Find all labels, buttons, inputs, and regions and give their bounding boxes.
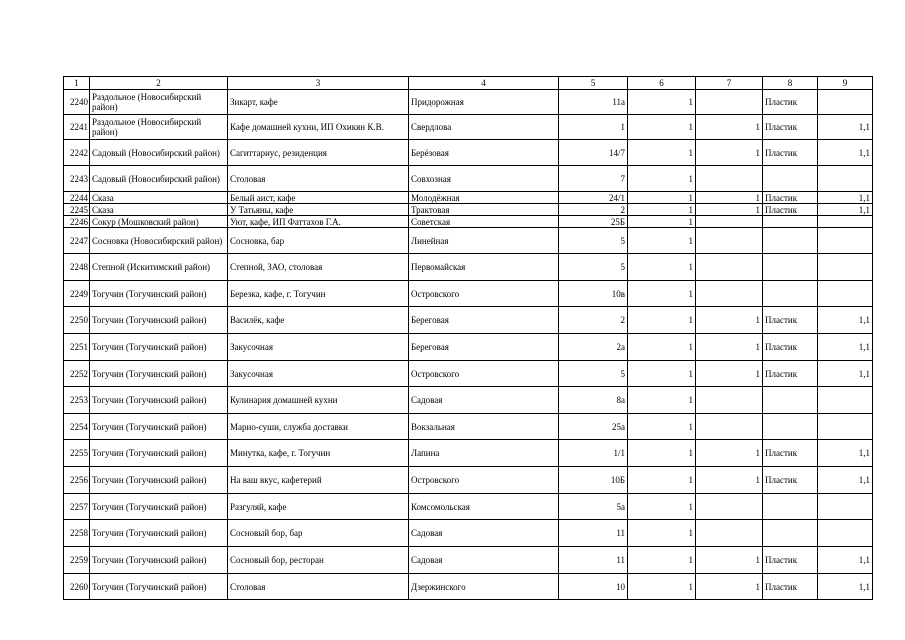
row-number-cell: 2243 bbox=[64, 166, 90, 192]
col9-cell bbox=[818, 228, 873, 254]
col6-cell: 1 bbox=[628, 307, 696, 334]
house-number-cell: 10Б bbox=[559, 467, 628, 494]
street-cell: Дзержинского bbox=[409, 574, 559, 600]
col7-cell: 1 bbox=[696, 574, 763, 600]
col6-cell: 1 bbox=[628, 192, 696, 204]
col6-cell: 1 bbox=[628, 281, 696, 307]
col7-cell: 1 bbox=[696, 192, 763, 204]
col7-cell: 1 bbox=[696, 115, 763, 140]
locality-cell: Садовый (Новосибирский район) bbox=[90, 166, 228, 192]
locality-cell: Тогучин (Тогучинский район) bbox=[90, 334, 228, 361]
col6-cell: 1 bbox=[628, 216, 696, 228]
col9-cell: 1,1 bbox=[818, 204, 873, 216]
material-cell: Пластик bbox=[763, 115, 818, 140]
row-number-cell: 2250 bbox=[64, 307, 90, 334]
col6-cell: 1 bbox=[628, 140, 696, 166]
house-number-cell: 10 bbox=[559, 574, 628, 600]
col9-cell bbox=[818, 281, 873, 307]
col6-cell: 1 bbox=[628, 228, 696, 254]
row-number-cell: 2258 bbox=[64, 520, 90, 547]
locality-cell: Сосновка (Новосибирский район) bbox=[90, 228, 228, 254]
col6-cell: 1 bbox=[628, 361, 696, 387]
house-number-cell: 1/1 bbox=[559, 440, 628, 467]
column-header: 2 bbox=[90, 77, 228, 90]
row-number-cell: 2247 bbox=[64, 228, 90, 254]
material-cell: Пластик bbox=[763, 192, 818, 204]
street-cell: Советская bbox=[409, 216, 559, 228]
table-row bbox=[64, 140, 873, 166]
col9-cell bbox=[818, 494, 873, 520]
street-cell: Островского bbox=[409, 467, 559, 494]
establishment-name-cell: Сосновый бор, ресторан bbox=[228, 547, 409, 574]
col9-cell bbox=[818, 520, 873, 547]
col9-cell: 1,1 bbox=[818, 574, 873, 600]
col9-cell bbox=[818, 254, 873, 281]
col9-cell bbox=[818, 387, 873, 414]
street-cell: Молодёжная bbox=[409, 192, 559, 204]
establishment-name-cell: Кулинария домашней кухни bbox=[228, 387, 409, 414]
establishment-name-cell: Столовая bbox=[228, 166, 409, 192]
col6-cell: 1 bbox=[628, 166, 696, 192]
row-number-cell: 2259 bbox=[64, 547, 90, 574]
col6-cell: 1 bbox=[628, 414, 696, 440]
locality-cell: Степной (Искитимский район) bbox=[90, 254, 228, 281]
col6-cell: 1 bbox=[628, 520, 696, 547]
locality-cell: Тогучин (Тогучинский район) bbox=[90, 467, 228, 494]
table-row bbox=[64, 334, 873, 361]
locality-cell: Сокур (Мошковский район) bbox=[90, 216, 228, 228]
establishment-name-cell: Сосновый бор, бар bbox=[228, 520, 409, 547]
house-number-cell: 5 bbox=[559, 361, 628, 387]
col7-cell bbox=[696, 520, 763, 547]
locality-cell: Тогучин (Тогучинский район) bbox=[90, 361, 228, 387]
material-cell: Пластик bbox=[763, 440, 818, 467]
material-cell: Пластик bbox=[763, 574, 818, 600]
street-cell: Садовая bbox=[409, 387, 559, 414]
table-row bbox=[64, 216, 873, 228]
material-cell bbox=[763, 414, 818, 440]
row-number-cell: 2246 bbox=[64, 216, 90, 228]
street-cell: Лапина bbox=[409, 440, 559, 467]
locality-cell: Тогучин (Тогучинский район) bbox=[90, 574, 228, 600]
row-number-cell: 2241 bbox=[64, 115, 90, 140]
material-cell bbox=[763, 216, 818, 228]
locality-cell: Садовый (Новосибирский район) bbox=[90, 140, 228, 166]
street-cell: Трактовая bbox=[409, 204, 559, 216]
establishment-name-cell: Столовая bbox=[228, 574, 409, 600]
street-cell: Придорожная bbox=[409, 90, 559, 115]
row-number-cell: 2248 bbox=[64, 254, 90, 281]
column-header: 9 bbox=[818, 77, 873, 90]
col9-cell: 1,1 bbox=[818, 140, 873, 166]
street-cell: Комсомольская bbox=[409, 494, 559, 520]
row-number-cell: 2254 bbox=[64, 414, 90, 440]
table-row bbox=[64, 166, 873, 192]
col7-cell: 1 bbox=[696, 334, 763, 361]
house-number-cell: 11 bbox=[559, 520, 628, 547]
col9-cell bbox=[818, 90, 873, 115]
establishment-name-cell: Сагиттариус, резиденция bbox=[228, 140, 409, 166]
locality-cell: Тогучин (Тогучинский район) bbox=[90, 307, 228, 334]
house-number-cell: 11а bbox=[559, 90, 628, 115]
house-number-cell: 24/1 bbox=[559, 192, 628, 204]
establishment-name-cell: На ваш вкус, кафетерий bbox=[228, 467, 409, 494]
establishment-name-cell: Белый аист, кафе bbox=[228, 192, 409, 204]
col6-cell: 1 bbox=[628, 254, 696, 281]
table-row bbox=[64, 228, 873, 254]
establishment-name-cell: Закусочная bbox=[228, 361, 409, 387]
street-cell: Садовая bbox=[409, 520, 559, 547]
house-number-cell: 5 bbox=[559, 228, 628, 254]
row-number-cell: 2242 bbox=[64, 140, 90, 166]
row-number-cell: 2253 bbox=[64, 387, 90, 414]
col6-cell: 1 bbox=[628, 334, 696, 361]
row-number-cell: 2256 bbox=[64, 467, 90, 494]
table-row bbox=[64, 115, 873, 140]
col9-cell bbox=[818, 216, 873, 228]
material-cell bbox=[763, 520, 818, 547]
material-cell: Пластик bbox=[763, 467, 818, 494]
house-number-cell: 11 bbox=[559, 547, 628, 574]
col9-cell: 1,1 bbox=[818, 467, 873, 494]
col6-cell: 1 bbox=[628, 547, 696, 574]
row-number-cell: 2257 bbox=[64, 494, 90, 520]
house-number-cell: 5а bbox=[559, 494, 628, 520]
material-cell bbox=[763, 281, 818, 307]
table-row bbox=[64, 467, 873, 494]
locality-cell: Раздольное (Новосибирский район) bbox=[90, 115, 228, 140]
locality-cell: Тогучин (Тогучинский район) bbox=[90, 440, 228, 467]
col7-cell bbox=[696, 281, 763, 307]
col9-cell bbox=[818, 414, 873, 440]
house-number-cell: 2 bbox=[559, 204, 628, 216]
table-row bbox=[64, 281, 873, 307]
table-row bbox=[64, 387, 873, 414]
col7-cell: 1 bbox=[696, 440, 763, 467]
col7-cell: 1 bbox=[696, 467, 763, 494]
column-header: 8 bbox=[763, 77, 818, 90]
material-cell: Пластик bbox=[763, 547, 818, 574]
col6-cell: 1 bbox=[628, 115, 696, 140]
establishment-name-cell: Сосновка, бар bbox=[228, 228, 409, 254]
material-cell bbox=[763, 254, 818, 281]
house-number-cell: 14/7 bbox=[559, 140, 628, 166]
row-number-cell: 2244 bbox=[64, 192, 90, 204]
material-cell: Пластик bbox=[763, 140, 818, 166]
col6-cell: 1 bbox=[628, 440, 696, 467]
establishment-name-cell: Разгуляй, кафе bbox=[228, 494, 409, 520]
table-row bbox=[64, 547, 873, 574]
table-row bbox=[64, 90, 873, 115]
material-cell bbox=[763, 228, 818, 254]
material-cell: Пластик bbox=[763, 204, 818, 216]
col6-cell: 1 bbox=[628, 574, 696, 600]
street-cell: Садовая bbox=[409, 547, 559, 574]
column-header: 4 bbox=[409, 77, 559, 90]
column-header: 5 bbox=[559, 77, 628, 90]
header-row bbox=[64, 77, 873, 90]
col9-cell: 1,1 bbox=[818, 192, 873, 204]
table-row bbox=[64, 494, 873, 520]
col6-cell: 1 bbox=[628, 204, 696, 216]
row-number-cell: 2255 bbox=[64, 440, 90, 467]
material-cell: Пластик bbox=[763, 90, 818, 115]
establishment-name-cell: У Татьяны, кафе bbox=[228, 204, 409, 216]
col9-cell: 1,1 bbox=[818, 334, 873, 361]
col7-cell bbox=[696, 254, 763, 281]
column-header: 6 bbox=[628, 77, 696, 90]
data-table bbox=[63, 76, 873, 600]
table-row bbox=[64, 520, 873, 547]
establishment-name-cell: Уют, кафе, ИП Фаттахов Г.А. bbox=[228, 216, 409, 228]
column-header: 1 bbox=[64, 77, 90, 90]
establishment-name-cell: Марио-суши, служба доставки bbox=[228, 414, 409, 440]
locality-cell: Тогучин (Тогучинский район) bbox=[90, 547, 228, 574]
locality-cell: Тогучин (Тогучинский район) bbox=[90, 494, 228, 520]
col7-cell bbox=[696, 216, 763, 228]
col6-cell: 1 bbox=[628, 90, 696, 115]
locality-cell: Тогучин (Тогучинский район) bbox=[90, 387, 228, 414]
row-number-cell: 2245 bbox=[64, 204, 90, 216]
locality-cell: Сказа bbox=[90, 204, 228, 216]
row-number-cell: 2252 bbox=[64, 361, 90, 387]
col6-cell: 1 bbox=[628, 387, 696, 414]
house-number-cell: 5 bbox=[559, 254, 628, 281]
house-number-cell: 8а bbox=[559, 387, 628, 414]
street-cell: Линейная bbox=[409, 228, 559, 254]
locality-cell: Сказа bbox=[90, 192, 228, 204]
col7-cell bbox=[696, 166, 763, 192]
establishment-name-cell: Кафе домашней кухни, ИП Охикян К.В. bbox=[228, 115, 409, 140]
col9-cell: 1,1 bbox=[818, 440, 873, 467]
table-row bbox=[64, 192, 873, 204]
table-row bbox=[64, 361, 873, 387]
street-cell: Берёзовая bbox=[409, 140, 559, 166]
locality-cell: Тогучин (Тогучинский район) bbox=[90, 520, 228, 547]
col9-cell: 1,1 bbox=[818, 115, 873, 140]
col7-cell bbox=[696, 414, 763, 440]
row-number-cell: 2251 bbox=[64, 334, 90, 361]
table-row bbox=[64, 204, 873, 216]
material-cell bbox=[763, 166, 818, 192]
column-header: 7 bbox=[696, 77, 763, 90]
street-cell: Островского bbox=[409, 361, 559, 387]
house-number-cell: 2а bbox=[559, 334, 628, 361]
establishment-name-cell: Березка, кафе, г. Тогучин bbox=[228, 281, 409, 307]
street-cell: Первомайская bbox=[409, 254, 559, 281]
col9-cell: 1,1 bbox=[818, 307, 873, 334]
street-cell: Береговая bbox=[409, 334, 559, 361]
table-row bbox=[64, 440, 873, 467]
street-cell: Вокзальная bbox=[409, 414, 559, 440]
material-cell bbox=[763, 494, 818, 520]
col7-cell bbox=[696, 228, 763, 254]
col7-cell bbox=[696, 90, 763, 115]
house-number-cell: 25Б bbox=[559, 216, 628, 228]
material-cell: Пластик bbox=[763, 361, 818, 387]
col7-cell: 1 bbox=[696, 140, 763, 166]
col6-cell: 1 bbox=[628, 467, 696, 494]
col6-cell: 1 bbox=[628, 494, 696, 520]
locality-cell: Раздольное (Новосибирский район) bbox=[90, 90, 228, 115]
col9-cell bbox=[818, 166, 873, 192]
col9-cell: 1,1 bbox=[818, 547, 873, 574]
house-number-cell: 25а bbox=[559, 414, 628, 440]
table-row bbox=[64, 574, 873, 600]
locality-cell: Тогучин (Тогучинский район) bbox=[90, 281, 228, 307]
table-row bbox=[64, 414, 873, 440]
col9-cell: 1,1 bbox=[818, 361, 873, 387]
establishment-name-cell: Закусочная bbox=[228, 334, 409, 361]
house-number-cell: 7 bbox=[559, 166, 628, 192]
street-cell: Совхозная bbox=[409, 166, 559, 192]
house-number-cell: 10в bbox=[559, 281, 628, 307]
establishment-name-cell: Зикарт, кафе bbox=[228, 90, 409, 115]
house-number-cell: 2 bbox=[559, 307, 628, 334]
row-number-cell: 2240 bbox=[64, 90, 90, 115]
street-cell: Свердлова bbox=[409, 115, 559, 140]
col7-cell bbox=[696, 387, 763, 414]
table-row bbox=[64, 307, 873, 334]
col7-cell: 1 bbox=[696, 547, 763, 574]
street-cell: Береговая bbox=[409, 307, 559, 334]
row-number-cell: 2260 bbox=[64, 574, 90, 600]
material-cell: Пластик bbox=[763, 334, 818, 361]
col7-cell bbox=[696, 494, 763, 520]
house-number-cell: 1 bbox=[559, 115, 628, 140]
locality-cell: Тогучин (Тогучинский район) bbox=[90, 414, 228, 440]
col7-cell: 1 bbox=[696, 307, 763, 334]
row-number-cell: 2249 bbox=[64, 281, 90, 307]
establishment-name-cell: Минутка, кафе, г. Тогучин bbox=[228, 440, 409, 467]
establishment-name-cell: Степной, ЗАО, столовая bbox=[228, 254, 409, 281]
material-cell bbox=[763, 387, 818, 414]
column-header: 3 bbox=[228, 77, 409, 90]
col7-cell: 1 bbox=[696, 361, 763, 387]
establishment-name-cell: Василёк, кафе bbox=[228, 307, 409, 334]
table-row bbox=[64, 254, 873, 281]
col7-cell: 1 bbox=[696, 204, 763, 216]
street-cell: Островского bbox=[409, 281, 559, 307]
material-cell: Пластик bbox=[763, 307, 818, 334]
